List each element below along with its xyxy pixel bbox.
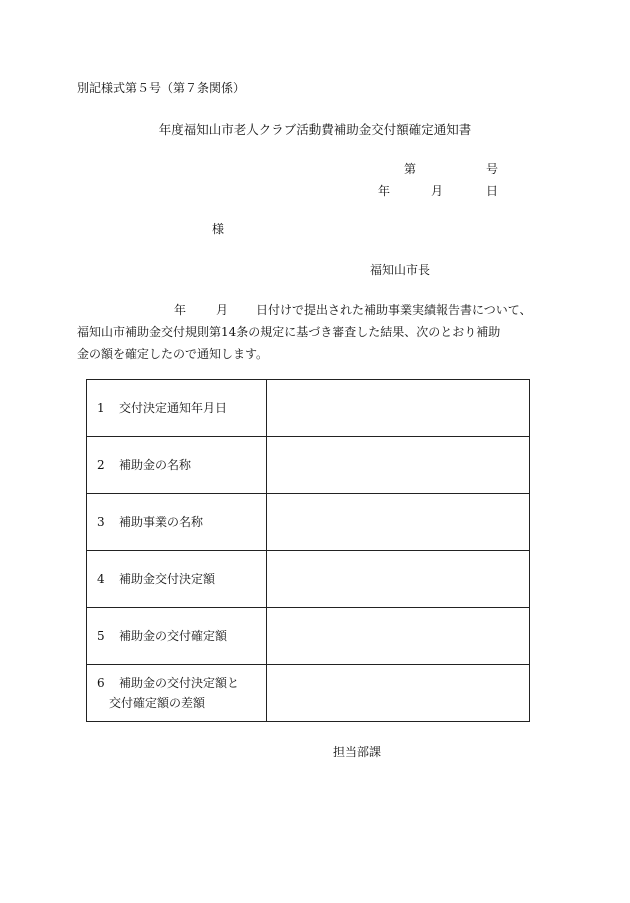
item-label-cell bbox=[87, 380, 267, 437]
item-label-cell bbox=[87, 608, 267, 665]
item-number: 5 bbox=[97, 629, 105, 643]
date-year-label: 年 bbox=[378, 184, 391, 198]
recipient-honorific: 様 bbox=[212, 222, 225, 236]
table-row bbox=[87, 380, 530, 437]
item-number: 1 bbox=[97, 401, 105, 415]
item-label: 交付決定通知年月日 bbox=[119, 401, 228, 415]
table-row bbox=[87, 665, 530, 722]
item-label-cell bbox=[87, 665, 267, 722]
item-label-cell bbox=[87, 437, 267, 494]
items-table bbox=[86, 379, 530, 722]
item-value-cell[interactable] bbox=[267, 551, 530, 608]
document-title: 年度福知山市老人クラブ活動費補助金交付額確定通知書 bbox=[158, 122, 472, 137]
body-month-label: 月 bbox=[216, 303, 229, 317]
item-label-continuation: 交付確定額の差額 bbox=[109, 696, 206, 710]
item-number: 4 bbox=[97, 572, 105, 586]
item-value-cell[interactable] bbox=[267, 494, 530, 551]
date-month-label: 月 bbox=[431, 184, 444, 198]
sender-name: 福知山市長 bbox=[370, 263, 431, 277]
doc-number-suffix: 号 bbox=[486, 162, 499, 176]
body-line-2: 福知山市補助金交付規則第14条の規定に基づき審査した結果、次のとおり補助 bbox=[77, 325, 501, 339]
date-day-label: 日 bbox=[486, 184, 499, 198]
form-label: 別記様式第５号（第７条関係） bbox=[77, 81, 246, 95]
item-label-cell bbox=[87, 551, 267, 608]
item-label-cell bbox=[87, 494, 267, 551]
item-label: 補助金の交付確定額 bbox=[119, 629, 228, 643]
item-label: 補助金交付決定額 bbox=[119, 572, 216, 586]
item-number: 3 bbox=[97, 515, 105, 529]
item-number: 6 bbox=[97, 676, 105, 690]
table-row bbox=[87, 551, 530, 608]
item-value-cell[interactable] bbox=[267, 437, 530, 494]
body-year-label: 年 bbox=[174, 303, 187, 317]
item-value-cell[interactable] bbox=[267, 608, 530, 665]
department-label: 担当部課 bbox=[333, 745, 382, 759]
table-row bbox=[87, 437, 530, 494]
body-line-1: 日付けで提出された補助事業実績報告書について、 bbox=[256, 303, 532, 317]
item-number: 2 bbox=[97, 458, 105, 472]
table-row bbox=[87, 608, 530, 665]
item-label: 補助金の名称 bbox=[119, 458, 192, 472]
item-value-cell[interactable] bbox=[267, 665, 530, 722]
doc-number-prefix: 第 bbox=[404, 162, 417, 176]
item-label: 補助事業の名称 bbox=[119, 515, 204, 529]
item-label: 補助金の交付決定額と bbox=[119, 676, 240, 690]
table-row bbox=[87, 494, 530, 551]
item-value-cell[interactable] bbox=[267, 380, 530, 437]
body-line-3: 金の額を確定したので通知します。 bbox=[77, 347, 269, 361]
